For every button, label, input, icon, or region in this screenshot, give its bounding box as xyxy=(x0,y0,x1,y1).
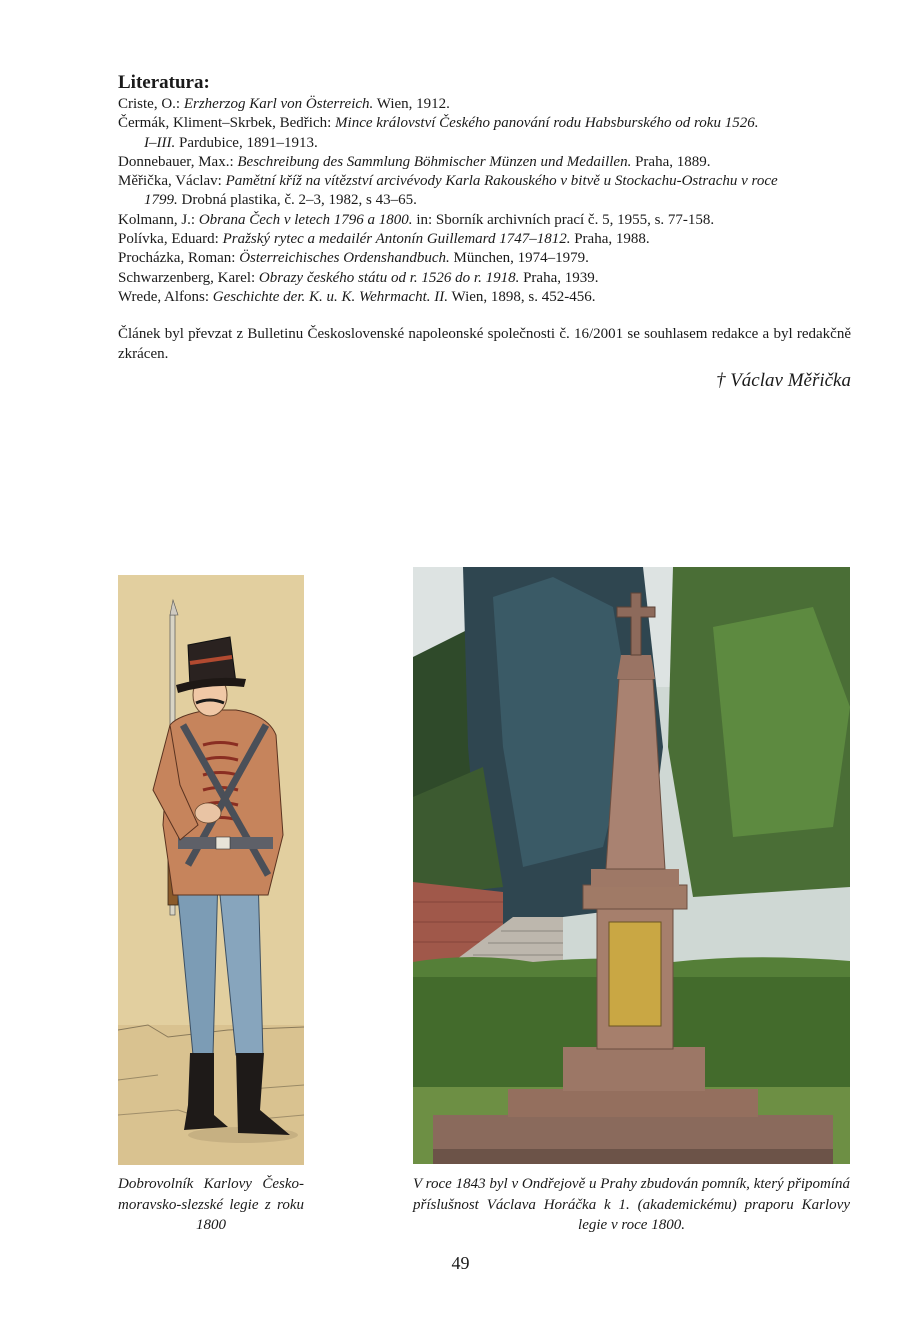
reference-item xyxy=(118,114,851,153)
ref-title-cont: I–III. xyxy=(144,134,176,151)
ref-author: Criste, O.: xyxy=(118,96,184,112)
author-signature: † Václav Měřička xyxy=(715,370,851,391)
reference-item xyxy=(118,269,851,288)
right-figure-caption: V roce 1843 byl v Ondřejově u Prahy zbudován pomník, který připomíná příslušnost Václava Horáčka k 1. (akademickému) praporu Karlovy legie v roce 1800. xyxy=(413,1176,850,1233)
ref-details: in: Sborník archivních prací č. 5, 1955, s. 77-158. xyxy=(412,211,715,228)
ref-author: Polívka, Eduard: xyxy=(118,231,223,248)
ref-title: Beschreibung des Sammlung Böhmischer Münzen und Medaillen. xyxy=(237,153,632,170)
ref-title: Mince království Českého panování rodu Habsburského od roku 1526. xyxy=(335,115,759,132)
ref-details: Wien, 1898, s. 452-456. xyxy=(448,288,596,305)
ref-author: Donnebauer, Max.: xyxy=(118,153,238,170)
reference-item xyxy=(118,95,851,114)
page-number: 49 xyxy=(451,1253,470,1273)
republication-note: Článek byl převzat z Bulletinu Československé napoleonské společnosti č. 16/2001 se souhlasem redakce a byl redakčně zkrácen. xyxy=(118,326,851,362)
ref-details: Drobná plastika, č. 2–3, 1982, s 43–65. xyxy=(177,192,417,209)
reference-item xyxy=(118,230,851,249)
ref-title: Geschichte der. K. u. K. Wehrmacht. II. xyxy=(212,288,449,305)
reference-list xyxy=(118,95,851,307)
ref-title: Österreichisches Ordenshandbuch. xyxy=(239,250,450,267)
ref-author: Procházka, Roman: xyxy=(118,250,240,267)
ref-author: Schwarzenberg, Karel: xyxy=(118,269,259,286)
left-figure-caption: Dobrovolník Karlovy Česko-moravsko-slezské legie z roku 1800 xyxy=(118,1176,304,1233)
ref-details: München, 1974–1979. xyxy=(449,250,589,267)
reference-item xyxy=(118,288,851,307)
ref-details: Wien, 1912. xyxy=(373,96,450,112)
ref-title: Obrazy českého státu od r. 1526 do r. 1918. xyxy=(258,269,520,286)
reference-item xyxy=(118,211,851,230)
ref-author: Měřička, Václav: xyxy=(118,173,226,190)
reference-item xyxy=(118,153,851,172)
ref-continuation xyxy=(118,191,851,210)
ref-details: Praha, 1889. xyxy=(631,153,711,170)
ref-details: Praha, 1988. xyxy=(570,231,650,248)
ref-details: Pardubice, 1891–1913. xyxy=(175,134,318,151)
reference-item xyxy=(118,249,851,268)
ref-title: Obrana Čech v letech 1796 a 1800. xyxy=(198,211,413,228)
monument-photo xyxy=(413,567,850,1164)
ref-title: Pražský rytec a medailér Antonín Guillemard 1747–1812. xyxy=(222,231,571,248)
ref-details: Praha, 1939. xyxy=(519,269,599,286)
reference-item xyxy=(118,172,851,211)
ref-title-cont: 1799. xyxy=(144,192,178,209)
ref-title: Pamětní kříž na vítězství arcivévody Karla Rakouského v bitvě u Stockachu-Ostrachu v roce xyxy=(225,173,778,190)
ref-title: Erzherzog Karl von Österreich. xyxy=(183,96,374,112)
ref-author: Wrede, Alfons: xyxy=(118,288,213,305)
ref-author: Čermák, Kliment–Skrbek, Bedřich: xyxy=(118,115,336,132)
literature-heading: Literatura: xyxy=(118,72,210,93)
ref-author: Kolmann, J.: xyxy=(118,211,199,228)
ref-continuation xyxy=(118,134,851,153)
soldier-illustration xyxy=(118,575,304,1165)
